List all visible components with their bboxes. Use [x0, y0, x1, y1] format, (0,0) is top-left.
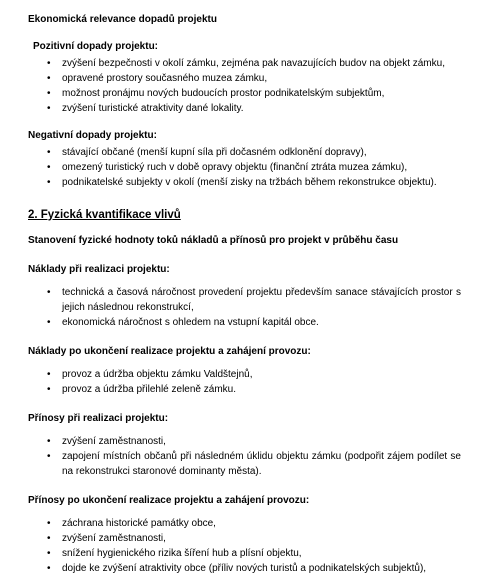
heading-benefits-during: Přínosy při realizaci projektu:	[28, 413, 169, 424]
list-item: • zvýšení zaměstnanosti,	[47, 533, 166, 544]
section-2-intro: Stanovení fyzické hodnoty toků nákladů a přínosů pro projekt v průběhu času	[28, 235, 399, 246]
heading-costs-during: Náklady při realizaci projektu:	[28, 264, 170, 275]
list-item: • opravené prostory současného muzea zámku,	[47, 73, 268, 84]
bullet-icon: •	[47, 103, 51, 114]
bullet-icon: •	[47, 563, 51, 574]
bullet-icon: •	[47, 533, 51, 544]
bullet-icon: •	[47, 384, 51, 395]
benefits-after-list	[28, 516, 461, 576]
list-item: • omezený turistický ruch v době opravy objektu (finanční ztráta muzea zámku),	[47, 162, 408, 173]
list-item: • technická a časová náročnost provedení projektu především sanace stávajících prostor s jejich následnou rekonstrukcí,	[47, 287, 461, 313]
list-item: • zvýšení bezpečnosti v okolí zámku, zejména pak navazujících budov na objekt zámku,	[47, 58, 445, 69]
bullet-icon: •	[47, 518, 51, 529]
list-item: • ekonomická náročnost s ohledem na vstupní kapitál obce.	[47, 317, 319, 328]
list-item: • stávající občané (menší kupní síla při dočasném odklonění dopravy),	[47, 147, 367, 158]
list-item: • provoz a údržba přilehlé zeleně zámku.	[47, 384, 236, 395]
bullet-icon: •	[47, 88, 51, 99]
heading-negative-impacts: Negativní dopady projektu:	[28, 130, 157, 141]
heading-benefits-after: Přínosy po ukončení realizace projektu a zahájení provozu:	[28, 495, 310, 506]
negative-impacts-list	[28, 145, 461, 190]
bullet-icon: •	[47, 177, 51, 188]
bullet-icon: •	[47, 287, 51, 298]
heading-positive-impacts: Pozitivní dopady projektu:	[33, 41, 159, 52]
list-item: • možnost pronájmu nových budoucích prostor podnikatelským subjektům,	[47, 88, 385, 99]
bullet-icon: •	[47, 436, 51, 447]
benefits-during-list	[28, 434, 461, 479]
bullet-icon: •	[47, 147, 51, 158]
list-item: • provoz a údržba objektu zámku Valdštejnů,	[47, 369, 253, 380]
list-item: • zvýšení zaměstnanosti,	[47, 436, 166, 447]
bullet-icon: •	[47, 548, 51, 559]
bullet-icon: •	[47, 451, 51, 462]
heading-economic-relevance: Ekonomická relevance dopadů projektu	[28, 14, 217, 25]
costs-after-list	[28, 367, 461, 397]
bullet-icon: •	[47, 369, 51, 380]
bullet-icon: •	[47, 317, 51, 328]
bullet-icon: •	[47, 73, 51, 84]
list-item: • snížení hygienického rizika šíření hub a plísní objektu,	[47, 548, 302, 559]
positive-impacts-list	[28, 56, 461, 116]
list-item: • dojde ke zvýšení atraktivity obce (příliv nových turistů a podnikatelských subjektů),	[47, 563, 427, 574]
section-2-title: 2. Fyzická kvantifikace vlivů	[28, 209, 181, 221]
bullet-icon: •	[47, 162, 51, 173]
heading-costs-after: Náklady po ukončení realizace projektu a zahájení provozu:	[28, 346, 311, 357]
list-item: • zvýšení turistické atraktivity dané lokality.	[47, 103, 244, 114]
list-item: • záchrana historické památky obce,	[47, 518, 216, 529]
list-item: • podnikatelské subjekty v okolí (menší zisky na tržbách během rekonstrukce objektu).	[47, 177, 437, 188]
costs-during-list	[28, 285, 461, 330]
list-item: • zapojení místních občanů při následném úklidu objektu zámku (podpořit zájem podílet se na rekonstrukci staronové dominanty města).	[47, 451, 461, 477]
bullet-icon: •	[47, 58, 51, 69]
